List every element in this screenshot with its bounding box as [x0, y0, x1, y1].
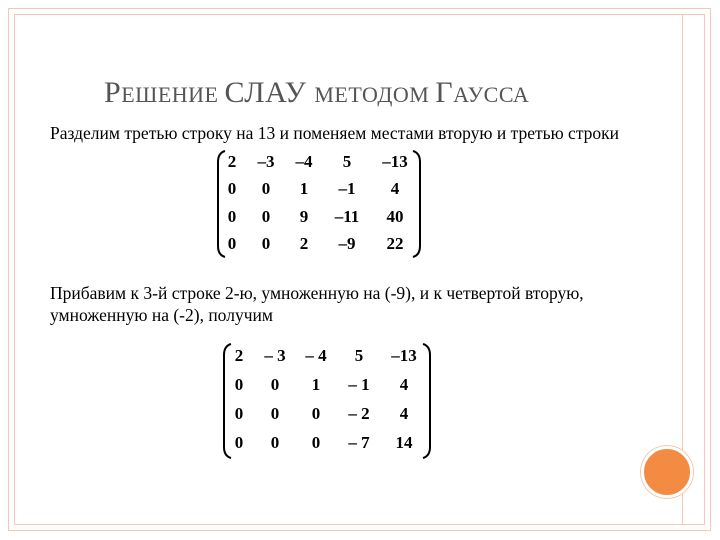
matrix-cell: 0: [270, 433, 280, 452]
matrix-cell: – 7: [348, 433, 370, 452]
matrix-cell: 0: [234, 375, 244, 394]
title-part: Р: [104, 76, 122, 109]
matrix-cell: 0: [261, 234, 271, 253]
title-part: АУССА: [453, 82, 530, 107]
matrix-1: [216, 150, 422, 258]
matrix-cell: 5: [354, 346, 364, 365]
matrix-cell: 2: [227, 152, 237, 171]
matrix-cell: 0: [234, 404, 244, 423]
paragraph-1: Разделим третью строку на 13 и поменяем местами вторую и третью строки: [50, 123, 620, 143]
matrix-cell: 4: [399, 404, 409, 423]
matrix-cell: 0: [311, 404, 321, 423]
matrix-cell: 4: [399, 375, 409, 394]
title-part: Г: [435, 76, 454, 109]
matrix-cell: 0: [234, 433, 244, 452]
matrix-cell: –11: [334, 207, 360, 226]
matrix-cell: 2: [299, 234, 309, 253]
matrix-cell: – 2: [348, 404, 370, 423]
matrix-cell: –9: [338, 234, 356, 253]
matrix-cell: 22: [386, 234, 404, 253]
matrix-cell: –4: [295, 152, 313, 171]
matrix-cell: – 3: [264, 346, 286, 365]
matrix-cell: 0: [270, 404, 280, 423]
matrix-cell: 5: [342, 152, 352, 171]
matrix-cell: –1: [338, 179, 356, 198]
matrix-cell: 0: [261, 207, 271, 226]
matrix-cell: 4: [390, 179, 400, 198]
slide-tab-line: [682, 15, 683, 525]
matrix-cell: 14: [395, 433, 413, 452]
matrix-2: [222, 343, 432, 459]
matrix-cell: 2: [234, 346, 244, 365]
matrix-cell: 0: [270, 375, 280, 394]
matrix-cell: 9: [299, 207, 309, 226]
matrix-cell: 0: [227, 234, 237, 253]
matrix-cell: –13: [391, 346, 417, 365]
matrix-cell: 0: [227, 179, 237, 198]
matrix-cell: 40: [386, 207, 404, 226]
matrix-cell: 0: [311, 433, 321, 452]
matrix-cell: 0: [227, 207, 237, 226]
matrix-cell: – 1: [348, 375, 370, 394]
title-part: ЕШЕНИЕ: [121, 82, 225, 107]
matrix-cell: –3: [257, 152, 275, 171]
paragraph-2: Прибавим к 3-й строке 2-ю, умноженную на (-9), и к четвертой вторую, умноженную на (-2), получим: [50, 283, 584, 325]
matrix-cell: – 4: [305, 346, 327, 365]
decorative-circle: [641, 446, 693, 498]
matrix-cell: –13: [382, 152, 408, 171]
matrix-cell: 1: [311, 375, 321, 394]
slide-title: [104, 76, 529, 110]
title-part: МЕТОДОМ: [314, 82, 436, 107]
matrix-cell: 0: [261, 179, 271, 198]
title-part: СЛАУ: [224, 76, 315, 109]
matrix-cell: 1: [299, 179, 309, 198]
